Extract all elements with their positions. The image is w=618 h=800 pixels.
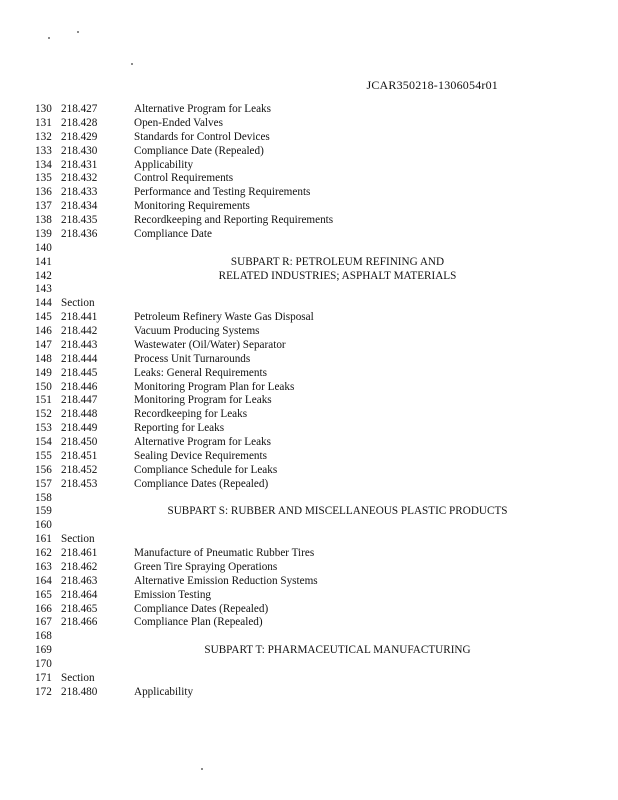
document-line: [35, 200, 595, 214]
section-number: 218.449: [61, 422, 98, 435]
section-title: Compliance Date: [134, 227, 212, 240]
section-title: Compliance Plan (Repealed): [134, 616, 263, 629]
document-line: [35, 270, 595, 284]
section-number: 218.442: [61, 325, 98, 337]
document-line: [35, 686, 595, 700]
line-number: 157: [35, 477, 52, 490]
section-title: Applicability: [134, 158, 194, 171]
line-number: 136: [35, 186, 52, 199]
section-title: Compliance Dates (Repealed): [134, 602, 269, 615]
line-number: 138: [35, 214, 52, 226]
line-number: 133: [35, 144, 52, 157]
document-line: [35, 367, 595, 381]
section-title: Compliance Dates (Repealed): [134, 477, 269, 490]
section-title: Standards for Control Devices: [134, 130, 270, 143]
document-line: [35, 644, 595, 658]
scan-speck: [48, 37, 50, 39]
subpart-heading: SUBPART S: RUBBER AND MISCELLANEOUS PLASTIC PRODUCTS: [167, 505, 508, 518]
document-line: [35, 172, 595, 186]
document-line: [35, 575, 595, 589]
section-number: 218.432: [61, 172, 98, 185]
section-title: Recordkeeping for Leaks: [134, 408, 248, 421]
section-number: 218.450: [61, 436, 98, 448]
section-title: Control Requirements: [134, 172, 234, 185]
section-number: 218.436: [61, 227, 98, 240]
line-number: 150: [35, 380, 52, 393]
document-line: [35, 519, 595, 533]
section-title: Open-Ended Valves: [134, 116, 223, 129]
line-number: 169: [35, 644, 52, 657]
section-title: Applicability: [134, 685, 194, 698]
document-line: [35, 603, 595, 617]
line-number: 170: [35, 658, 52, 670]
section-number: 218.465: [61, 602, 98, 615]
line-number: 154: [35, 436, 52, 448]
line-number: 162: [35, 547, 52, 559]
section-title: Manufacture of Pneumatic Rubber Tires: [134, 547, 315, 559]
section-number: 218.464: [61, 588, 98, 601]
line-number: 161: [35, 533, 52, 546]
document-line: [35, 117, 595, 131]
section-number: 218.461: [61, 547, 98, 559]
line-number: 151: [35, 394, 52, 407]
line-number: 160: [35, 519, 52, 532]
document-line: [35, 492, 595, 506]
section-number: 218.446: [61, 380, 98, 393]
document-line: [35, 186, 595, 200]
section-number: 218.431: [61, 158, 98, 171]
line-number: 147: [35, 338, 52, 351]
table-of-contents: [35, 103, 595, 700]
section-title: Alternative Emission Reduction Systems: [134, 574, 318, 587]
line-number: 152: [35, 408, 52, 421]
document-line: [35, 145, 595, 159]
subpart-heading: RELATED INDUSTRIES; ASPHALT MATERIALS: [218, 269, 457, 282]
section-number: 218.444: [61, 352, 98, 365]
line-number: 171: [35, 671, 52, 684]
scan-speck: [131, 63, 133, 65]
section-number: 218.433: [61, 186, 98, 199]
subpart-heading: SUBPART T: PHARMACEUTICAL MANUFACTURING: [204, 644, 471, 657]
line-number: 135: [35, 172, 52, 185]
section-number: 218.428: [61, 116, 98, 129]
document-line: [35, 630, 595, 644]
document-line: [35, 561, 595, 575]
section-number: 218.462: [61, 560, 98, 573]
scan-speck: [77, 31, 79, 33]
line-number: 146: [35, 325, 52, 337]
document-id: JCAR350218-1306054r01: [366, 78, 498, 92]
line-number: 144: [35, 297, 52, 310]
document-line: [35, 408, 595, 422]
line-number: 141: [35, 255, 52, 268]
document-line: [35, 283, 595, 297]
document-line: [35, 214, 595, 228]
document-line: [35, 353, 595, 367]
section-title: Green Tire Spraying Operations: [134, 560, 278, 573]
document-line: [35, 311, 595, 325]
section-number: 218.427: [61, 103, 98, 115]
section-title: Monitoring Program for Leaks: [134, 394, 272, 407]
document-line: [35, 159, 595, 173]
line-number: 166: [35, 602, 52, 615]
section-title: Alternative Program for Leaks: [134, 436, 271, 448]
document-line: [35, 103, 595, 117]
section-title: Sealing Device Requirements: [134, 449, 267, 462]
scan-speck: [201, 768, 203, 770]
section-number: 218.453: [61, 477, 98, 490]
document-line: [35, 228, 595, 242]
document-line: [35, 242, 595, 256]
section-number: 218.443: [61, 338, 98, 351]
section-number: 218.429: [61, 130, 98, 143]
section-number: 218.480: [61, 685, 98, 698]
section-title: Process Unit Turnarounds: [134, 352, 251, 365]
section-number: 218.447: [61, 394, 98, 407]
document-line: [35, 297, 595, 311]
section-title: Wastewater (Oil/Water) Separator: [134, 338, 286, 351]
section-number: 218.434: [61, 200, 98, 213]
section-number: 218.448: [61, 408, 98, 421]
document-line: [35, 436, 595, 450]
document-line: [35, 478, 595, 492]
section-number: 218.430: [61, 144, 98, 157]
line-number: 142: [35, 269, 52, 282]
document-line: [35, 672, 595, 686]
line-number: 140: [35, 241, 52, 254]
line-number: 130: [35, 103, 52, 115]
document-line: [35, 381, 595, 395]
section-number: 218.466: [61, 616, 98, 629]
subpart-heading: SUBPART R: PETROLEUM REFINING AND: [230, 255, 445, 268]
section-label: Section: [61, 297, 95, 310]
line-number: 137: [35, 200, 52, 213]
section-title: Compliance Date (Repealed): [134, 144, 264, 157]
section-title: Performance and Testing Requirements: [134, 186, 311, 199]
section-title: Compliance Schedule for Leaks: [134, 463, 278, 476]
section-title: Vacuum Producing Systems: [134, 325, 260, 337]
line-number: 163: [35, 560, 52, 573]
line-number: 155: [35, 449, 52, 462]
section-title: Petroleum Refinery Waste Gas Disposal: [134, 311, 314, 324]
line-number: 145: [35, 311, 52, 324]
document-line: [35, 131, 595, 145]
line-number: 143: [35, 283, 52, 296]
section-title: Monitoring Program Plan for Leaks: [134, 380, 295, 393]
section-title: Leaks: General Requirements: [134, 366, 267, 379]
section-title: Alternative Program for Leaks: [134, 103, 271, 115]
line-number: 139: [35, 227, 52, 240]
document-line: [35, 464, 595, 478]
document-line: [35, 658, 595, 672]
document-line: [35, 256, 595, 270]
line-number: 134: [35, 158, 52, 171]
line-number: 131: [35, 116, 52, 129]
document-line: [35, 450, 595, 464]
line-number: 158: [35, 491, 52, 504]
section-title: Emission Testing: [134, 588, 212, 601]
section-number: 218.452: [61, 463, 98, 476]
line-number: 153: [35, 422, 52, 435]
document-line: [35, 339, 595, 353]
document-line: [35, 422, 595, 436]
line-number: 148: [35, 352, 52, 365]
section-title: Reporting for Leaks: [134, 422, 225, 435]
line-number: 168: [35, 630, 52, 643]
document-line: [35, 616, 595, 630]
line-number: 132: [35, 130, 52, 143]
document-line: [35, 547, 595, 561]
section-title: Recordkeeping and Reporting Requirements: [134, 214, 334, 226]
line-number: 165: [35, 588, 52, 601]
section-label: Section: [61, 533, 95, 546]
line-number: 172: [35, 685, 52, 698]
document-line: [35, 589, 595, 603]
section-number: 218.445: [61, 366, 98, 379]
document-line: [35, 533, 595, 547]
document-line: [35, 394, 595, 408]
line-number: 164: [35, 574, 52, 587]
section-number: 218.451: [61, 449, 98, 462]
line-number: 159: [35, 505, 52, 518]
section-number: 218.435: [61, 214, 98, 226]
line-number: 167: [35, 616, 52, 629]
line-number: 156: [35, 463, 52, 476]
section-label: Section: [61, 671, 95, 684]
section-number: 218.463: [61, 574, 98, 587]
section-title: Monitoring Requirements: [134, 200, 250, 213]
document-line: [35, 325, 595, 339]
section-number: 218.441: [61, 311, 98, 324]
line-number: 149: [35, 366, 52, 379]
document-line: [35, 505, 595, 519]
